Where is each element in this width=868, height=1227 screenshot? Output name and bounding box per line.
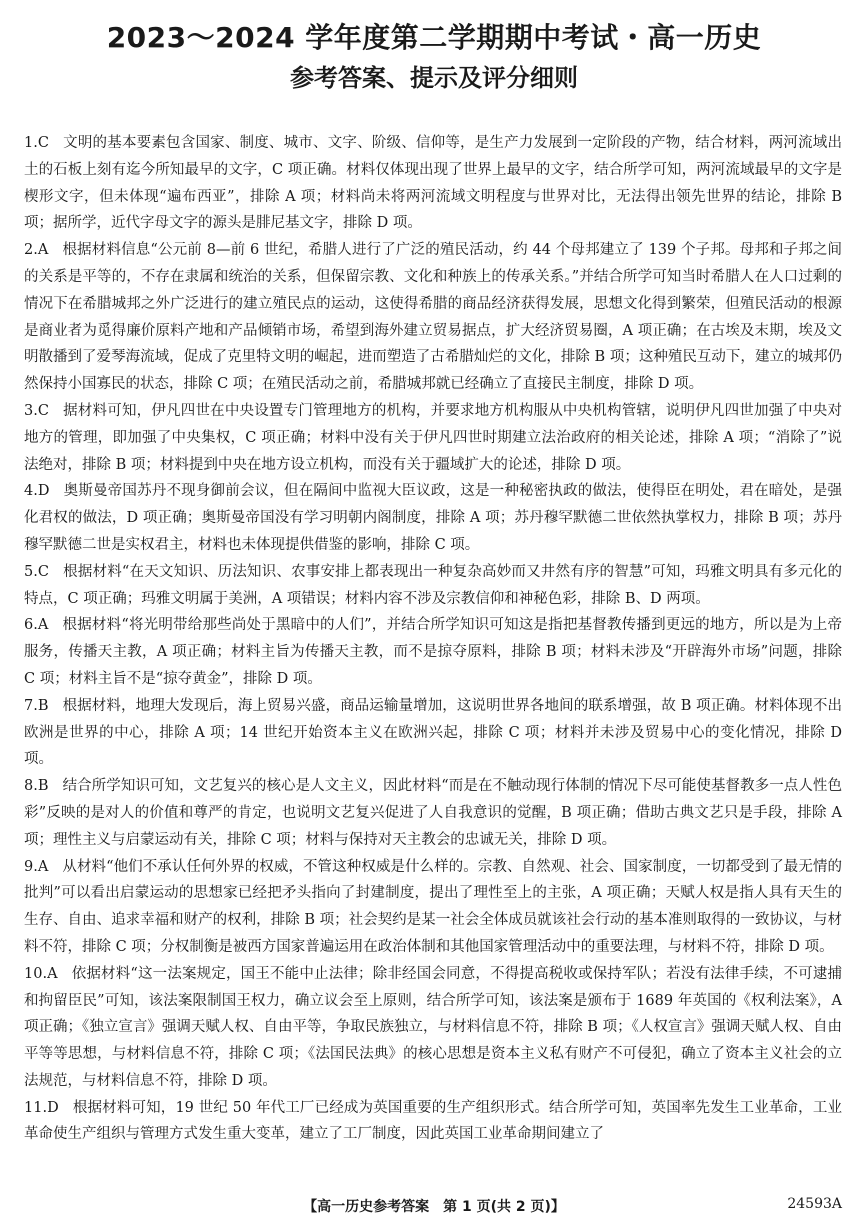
page-subtitle: 参考答案、提示及评分细则 bbox=[290, 64, 578, 92]
item-choice: D bbox=[37, 483, 50, 500]
page-footer bbox=[0, 1196, 868, 1218]
item-number: 6. bbox=[24, 617, 38, 634]
item-number: 7. bbox=[24, 697, 38, 714]
item-choice: C bbox=[37, 135, 49, 151]
answer-item bbox=[24, 773, 842, 853]
footer-page-label: 【高一历史参考答案 第 1 页(共 2 页)】 bbox=[303, 1199, 565, 1215]
answer-item bbox=[24, 398, 842, 478]
item-text: 根据材料可知，19 世纪 50 年代工厂已经成为英国重要的生产组织形式。结合所学可知，英国率先发生工业革命，工业革命使生产组织与管理方式发生重大变革，建立了工厂制度，因此英国工业革命期间建立了 bbox=[24, 1099, 842, 1143]
document-code: 24593A bbox=[787, 1196, 842, 1212]
item-text: 结合所学知识可知，文艺复兴的核心是人文主义，因此材料“而是在不触动现行体制的情况下尽可能使基督教多一点人性色彩”反映的是对人的价值和尊严的肯定，也说明文艺复兴促进了人自我意识的觉醒，B 项正确；借助古典文艺只是手段，排除 A 项；理性主义与启蒙运动有关，排除 C 项；材料与保持对天主教会的忠诚无关，排除 D 项。 bbox=[24, 778, 842, 848]
item-number: 5. bbox=[24, 563, 38, 580]
answer-item bbox=[24, 559, 842, 613]
answer-item bbox=[24, 854, 842, 961]
item-choice: C bbox=[37, 402, 49, 419]
item-text: 文明的基本要素包含国家、制度、城市、文字、阶级、信仰等，是生产力发展到一定阶段的产物，结合材料，两河流域出土的石板上刻有迄今所知最早的文字，C 项正确。材料仅体现出现了世界上最早的文字，结合所学可知，两河流域最早的文字是楔形文字，但未体现“遍布西亚”，排除 A 项；材料尚未将两河流域文明程度与世界对比，无法得出领先世界的结论，排除 B 项；据所学，近代字母文字的源头是腓尼基文字，排除 D 项。 bbox=[24, 135, 842, 232]
item-choice: A bbox=[37, 242, 49, 259]
item-text: 依据材料“这一法案规定，国王不能中止法律；除非经国会同意，不得提高税收或保持军队；若没有法律手续，不可逮捕和拘留臣民”可知，该法案限制国王权力，确立议会至上原则，结合所学可知，该法案是颁布于 1689 年英国的《权利法案》，A 项正确；《独立宣言》强调天赋人权、自由平等，争取民族独立，与材料信息不符，排除 B 项；《人权宣言》强调天赋人权、自由平等等思想，与材料信息不符，排除 C 项；《法国民法典》的核心思想是资本主义私有财产不可侵犯，确立了资本主义社会的立法规范，与材料信息不符，排除 D 项。 bbox=[24, 965, 842, 1089]
answer-item bbox=[24, 130, 842, 237]
item-number: 1. bbox=[24, 135, 38, 151]
item-number: 3. bbox=[24, 402, 38, 419]
item-choice: C bbox=[37, 563, 49, 580]
item-choice: B bbox=[37, 697, 49, 714]
item-choice: D bbox=[47, 1099, 59, 1116]
item-number: 2. bbox=[24, 242, 38, 259]
item-choice: A bbox=[47, 965, 58, 982]
page-title: 2023～2024 学年度第二学期期中考试・高一历史 bbox=[106, 21, 762, 54]
answer-item bbox=[24, 237, 842, 398]
answer-item bbox=[24, 612, 842, 692]
item-text: 据材料可知，伊凡四世在中央设置专门管理地方的机构，并要求地方机构服从中央机构管辖，说明伊凡四世加强了中央对地方的管理，即加强了中央集权，C 项正确；材料中没有关于伊凡四世时期建立法治政府的相关论述，排除 A 项；“消除了”说法绝对，排除 B 项；材料提到中央在地方设立机构，而没有关于疆域扩大的论述，排除 D 项。 bbox=[24, 402, 842, 473]
item-choice: B bbox=[37, 778, 49, 795]
answer-item bbox=[24, 693, 842, 773]
answer-item bbox=[24, 1095, 842, 1149]
item-number: 8. bbox=[24, 778, 38, 795]
item-number: 9. bbox=[24, 858, 38, 875]
answer-list bbox=[24, 130, 842, 1148]
item-number: 10. bbox=[24, 965, 48, 982]
item-choice: A bbox=[37, 858, 49, 875]
item-text: 根据材料“将光明带给那些尚处于黑暗中的人们”，并结合所学知识可知这是指把基督教传播到更远的地方，所以是为上帝服务，传播天主教，A 项正确；材料主旨为传播天主教，而不是掠夺原料，排除 B 项；材料未涉及“开辟海外市场”问题，排除 C 项；材料主旨不是“掠夺黄金”，排除 D 项。 bbox=[24, 617, 842, 687]
item-text: 根据材料信息“公元前 8—前 6 世纪，希腊人进行了广泛的殖民活动，约 44 个母邦建立了 139 个子邦。母邦和子邦之间的关系是平等的，不存在隶属和统治的关系，但保留宗教、文化和种族上的传承关系。”并结合所学可知当时希腊人在人口过剩的情况下在希腊城邦之外广泛进行的建立殖民点的运动，这使得希腊的商品经济获得发展，思想文化得到繁荣，但殖民活动的根源是商业者为觅得廉价原料产地和产品倾销市场，希望到海外建立贸易据点，扩大经济贸易圈，A 项正确；在古埃及末期，埃及文明散播到了爱琴海流域，促成了克里特文明的崛起，进而塑造了古希腊灿烂的文化，排除 B 项；这种殖民互动下，建立的城邦仍然保持小国寡民的状态，排除 C 项；在殖民活动之前，希腊城邦就已经确立了直接民主制度，排除 D 项。 bbox=[24, 242, 842, 393]
item-text: 根据材料“在天文知识、历法知识、农事安排上都表现出一种复杂高妙而又井然有序的智慧”可知，玛雅文明具有多元化的特点，C 项正确；玛雅文明属于美洲，A 项错误；材料内容不涉及宗教信仰和神秘色彩，排除 B、D 两项。 bbox=[24, 563, 842, 607]
item-number: 4. bbox=[24, 483, 38, 500]
item-number: 11. bbox=[24, 1099, 48, 1116]
item-text: 从材料“他们不承认任何外界的权威，不管这种权威是什么样的。宗教、自然观、社会、国家制度，一切都受到了最无情的批判”可以看出启蒙运动的思想家已经把矛头指向了封建制度，提出了理性至上的主张，A 项正确；天赋人权是指人具有天生的生存、自由、追求幸福和财产的权利，排除 B 项；社会契约是某一社会全体成员就该社会行动的基本准则取得的一致协议，与材料不符，排除 C 项；分权制衡是被西方国家普遍运用在政治体制和其他国家管理活动中的重要法理，与材料不符，排除 D 项。 bbox=[24, 858, 842, 955]
item-text: 奥斯曼帝国苏丹不现身御前会议，但在隔间中监视大臣议政，这是一种秘密执政的做法，使得臣在明处，君在暗处，是强化君权的做法，D 项正确；奥斯曼帝国没有学习明朝内阁制度，排除 A 项；苏丹穆罕默德二世依然执掌权力，排除 B 项；苏丹穆罕默德二世是实权君主，材料也未体现提供借鉴的影响，排除 C 项。 bbox=[24, 483, 842, 553]
item-text: 根据材料，地理大发现后，海上贸易兴盛，商品运输量增加，这说明世界各地间的联系增强，故 B 项正确。材料体现不出欧洲是世界的中心，排除 A 项；14 世纪开始资本主义在欧洲兴起，排除 C 项；材料并未涉及贸易中心的变化情况，排除 D 项。 bbox=[24, 697, 842, 768]
answer-item bbox=[24, 961, 842, 1095]
item-choice: A bbox=[37, 617, 49, 634]
answer-item bbox=[24, 478, 842, 558]
